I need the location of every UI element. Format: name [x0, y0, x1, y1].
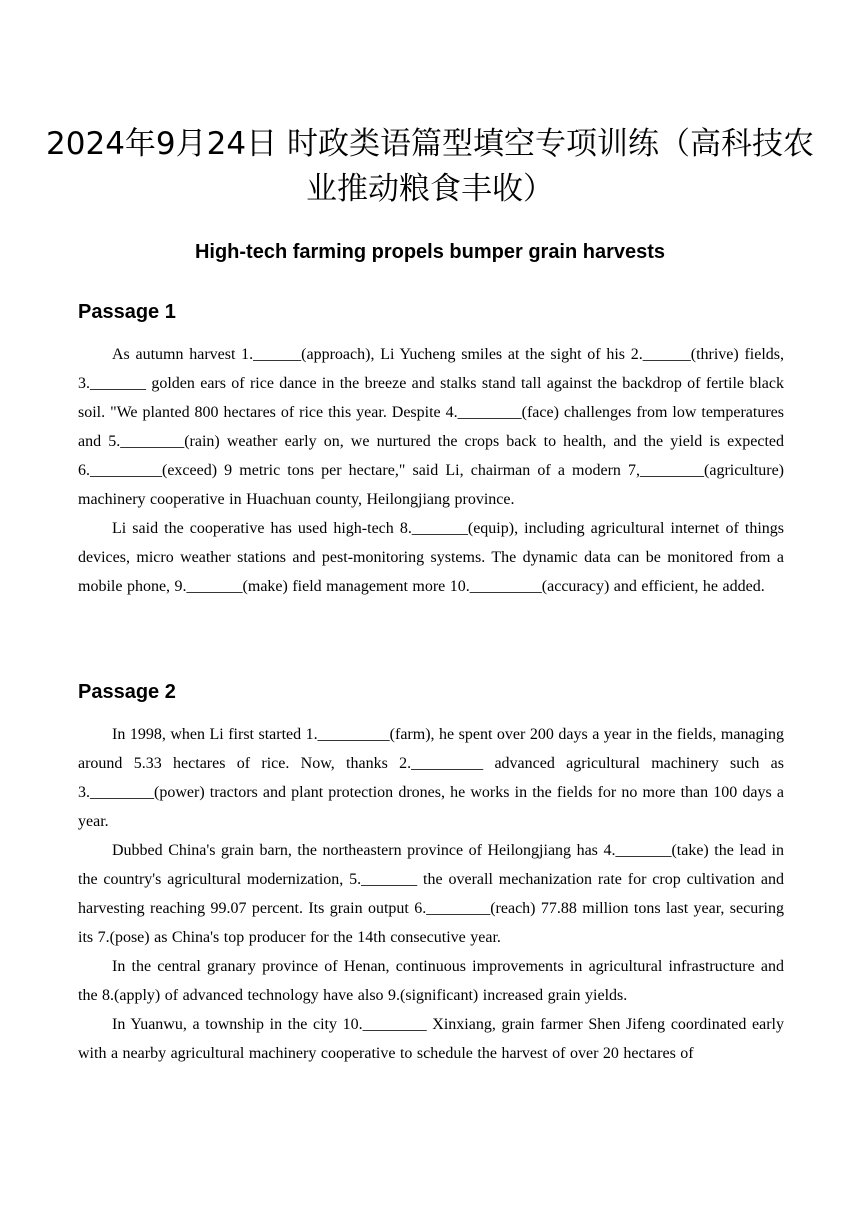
passage-2-paragraph: In Yuanwu, a township in the city 10.________ Xinxiang, grain farmer Shen Jifeng coordinated early with a nearby agricultural machinery cooperative to schedule the harvest of over 20 hectares of [78, 1016, 784, 1062]
passage-2-paragraph: In the central granary province of Henan, continuous improvements in agricultural infrastructure and the 8.(apply) of advanced technology have also 9.(significant) increased grain yields. [78, 958, 784, 1004]
passage-2-paragraph: Dubbed China's grain barn, the northeastern province of Heilongjiang has 4._______(take) the lead in the country's agricultural modernization, 5._______ the overall mechanization rate for crop cultivation and harvesting reaching 99.07 percent. Its grain output 6.________(reach) 77.88 million tons last year, securing its 7.(pose) as China's top producer for the 14th consecutive year. [78, 842, 784, 946]
passage-2-body [78, 720, 784, 1068]
passage-1-paragraph: As autumn harvest 1.______(approach), Li Yucheng smiles at the sight of his 2.______(thrive) fields, 3._______ golden ears of rice dance in the breeze and stalks stand tall against the backdrop of fertile black soil. "We planted 800 hectares of rice this year. Despite 4.________(face) challenges from low temperatures and 5.________(rain) weather early on, we nurtured the crops back to health, and the yield is expected 6._________(exceed) 9 metric tons per hectare," said Li, chairman of a modern 7,________(agriculture) machinery cooperative in Huachuan county, Heilongjiang province. [78, 346, 784, 508]
passage-1-heading: Passage 1 [78, 301, 176, 323]
document-title: 2024年9月24日 时政类语篇型填空专项训练（高科技农业推动粮食丰收） [46, 126, 814, 207]
passage-2-heading: Passage 2 [78, 681, 176, 703]
document-subtitle: High-tech farming propels bumper grain harvests [194, 241, 666, 263]
passage-1-paragraph: Li said the cooperative has used high-tech 8._______(equip), including agricultural internet of things devices, micro weather stations and pest-monitoring systems. The dynamic data can be monitored from a mobile phone, 9._______(make) field management more 10._________(accuracy) and efficient, he added. [78, 520, 784, 595]
passage-1-body [78, 340, 784, 601]
passage-2-paragraph: In 1998, when Li first started 1._________(farm), he spent over 200 days a year in the fields, managing around 5.33 hectares of rice. Now, thanks 2._________ advanced agricultural machinery such as 3.________(power) tractors and plant protection drones, he works in the fields for no more than 100 days a year. [78, 726, 784, 830]
